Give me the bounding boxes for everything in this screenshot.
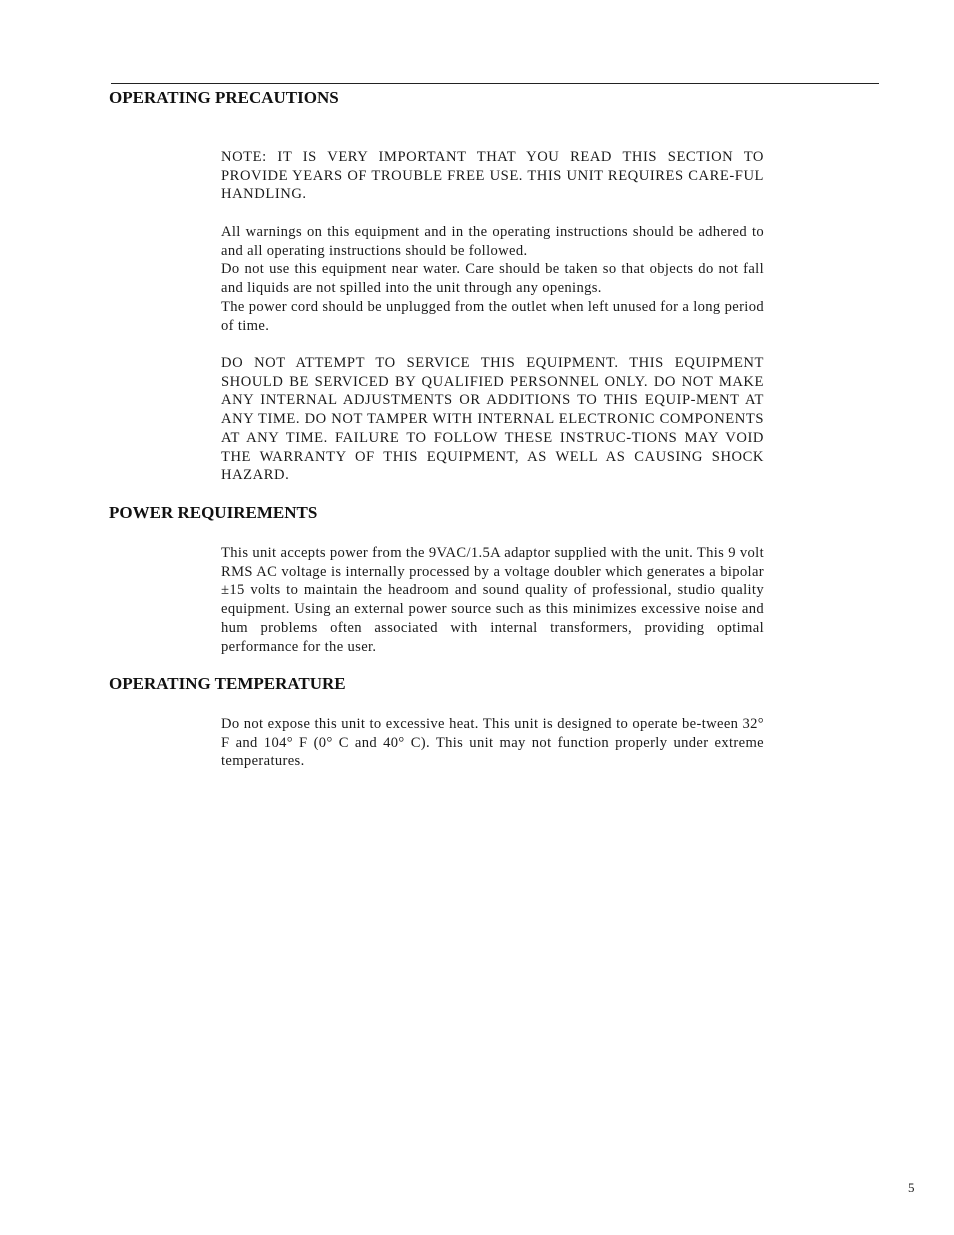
heading-power-requirements: POWER REQUIREMENTS [109, 503, 318, 522]
page-number: 5 [908, 1180, 915, 1195]
operating-temperature-block [221, 715, 764, 771]
heading-operating-temperature: OPERATING TEMPERATURE [109, 674, 346, 693]
power-requirements-block [221, 544, 764, 656]
operating-temperature-paragraph: Do not expose this unit to excessive heat. This unit is designed to operate be-tween 32° F and 104° F (0° C and 40° C). This unit may not function properly under extreme temperatures. [221, 716, 764, 770]
top-divider-rule [111, 83, 879, 84]
operating-precautions-service-block [221, 354, 764, 485]
precautions-power-cord-paragraph: The power cord should be unplugged from the outlet when left unused for a long period of time. [221, 298, 764, 334]
precautions-note-paragraph: NOTE: IT IS VERY IMPORTANT THAT YOU READ THIS SECTION TO PROVIDE YEARS OF TROUBLE FREE USE. THIS UNIT REQUIRES CARE-FUL HANDLING. [221, 149, 764, 203]
operating-precautions-general-block [221, 223, 764, 335]
power-requirements-paragraph: This unit accepts power from the 9VAC/1.5A adaptor supplied with the unit. This 9 volt RMS AC voltage is internally processed by a voltage doubler which generates a bipolar ±15 volts to maintain the headroom and sound quality of professional, studio quality equipment. Using an external power source such as this minimizes excessive noise and hum problems often associated with internal transformers, providing optimal performance for the user. [221, 545, 764, 655]
precautions-service-paragraph: DO NOT ATTEMPT TO SERVICE THIS EQUIPMENT. THIS EQUIPMENT SHOULD BE SERVICED BY QUALIFIED PERSONNEL ONLY. DO NOT MAKE ANY INTERNAL ADJUSTMENTS OR ADDITIONS TO THIS EQUIP-MENT AT ANY TIME. DO NOT TAMPER WITH INTERNAL ELECTRONIC COMPONENTS AT ANY TIME. FAILURE TO FOLLOW THESE INSTRUC-TIONS MAY VOID THE WARRANTY OF THIS EQUIPMENT, AS WELL AS CAUSING SHOCK HAZARD. [221, 355, 764, 484]
precautions-water-paragraph: Do not use this equipment near water. Care should be taken so that objects do not fall and liquids are not spilled into the unit through any openings. [221, 261, 764, 297]
operating-precautions-note-block [221, 148, 764, 204]
heading-operating-precautions: OPERATING PRECAUTIONS [109, 88, 339, 107]
precautions-warnings-paragraph: All warnings on this equipment and in the operating instructions should be adhered to and all operating instructions should be followed. [221, 224, 764, 259]
